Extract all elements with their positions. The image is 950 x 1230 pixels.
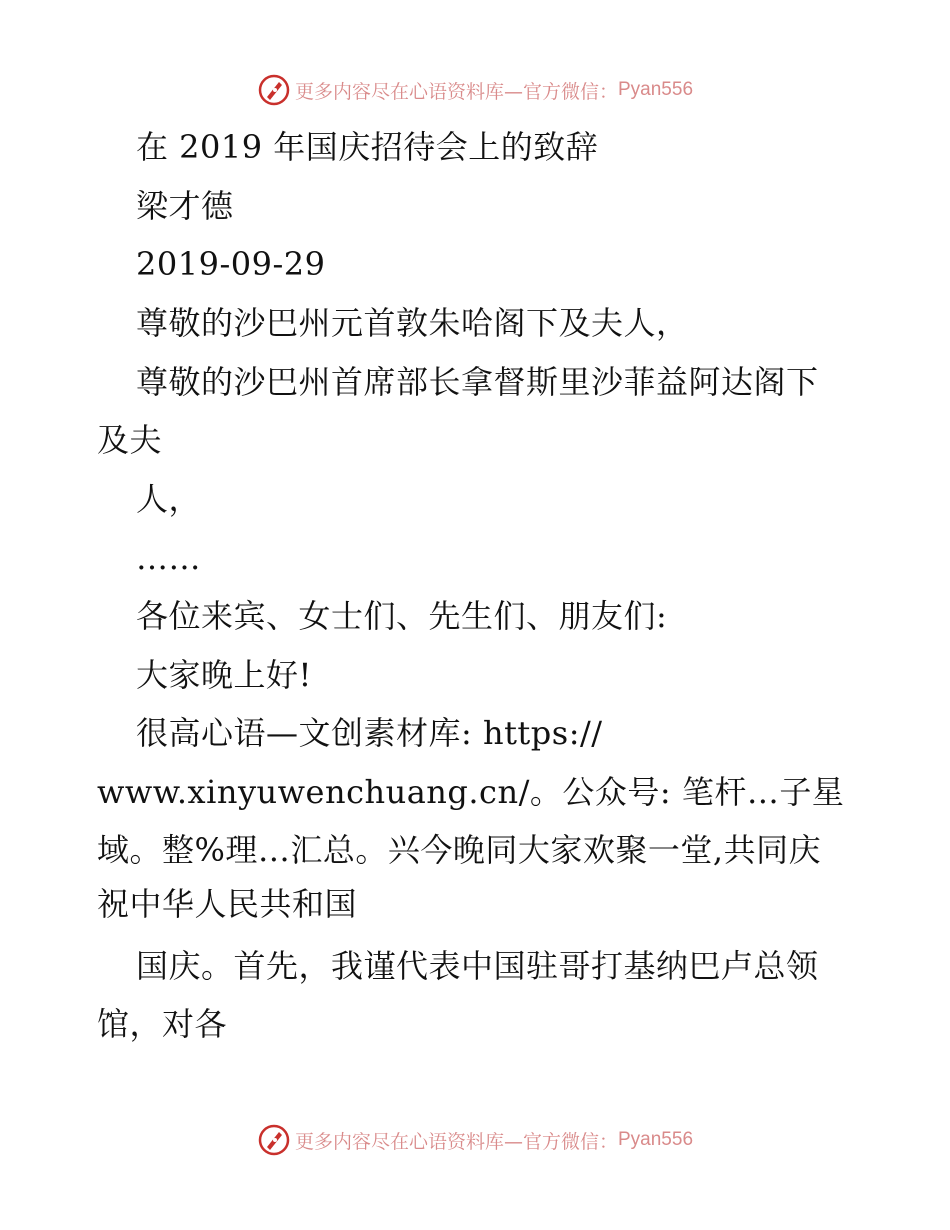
text-line: 大家晚上好! [136,656,312,694]
text-line: 很高心语—文创素材库: https:// [136,714,603,752]
text-line: 及夫 [97,421,163,459]
text-line: …… [136,539,201,577]
watermark-wechat-id: Pyan556 [618,79,694,100]
text-line: 域。整%理…汇总。兴今晚同大家欢聚一堂,共同庆 [97,831,822,869]
text-line: 尊敬的沙巴州首席部长拿督斯里沙菲益阿达阁下 [136,363,819,401]
text-line: 馆，对各 [97,1005,228,1043]
document-author: 梁才德 [136,187,234,225]
text-line: 各位来宾、女士们、先生们、朋友们: [136,597,668,635]
text-line: 尊敬的沙巴州元首敦朱哈阁下及夫人， [136,304,689,342]
pen-nib-logo-icon [257,1123,291,1157]
watermark-wechat-id: Pyan556 [618,1129,694,1150]
text-line: www.xinyuwenchuang.cn/。公众号: 笔杆…子星 [97,773,845,811]
footer-watermark [0,1120,950,1160]
document-title: 在 2019 年国庆招待会上的致辞 [136,128,599,166]
text-line: 人， [136,480,202,518]
header-watermark [0,70,950,110]
text-line: 国庆。首先，我谨代表中国驻哥打基纳巴卢总领 [136,947,819,985]
watermark-text: 更多内容尽在心语资料库—官方微信： [294,1130,618,1153]
watermark-text: 更多内容尽在心语资料库—官方微信： [294,80,618,103]
document-date: 2019-09-29 [136,245,326,283]
text-line: 祝中华人民共和国 [97,885,358,923]
pen-nib-logo-icon [257,73,291,107]
